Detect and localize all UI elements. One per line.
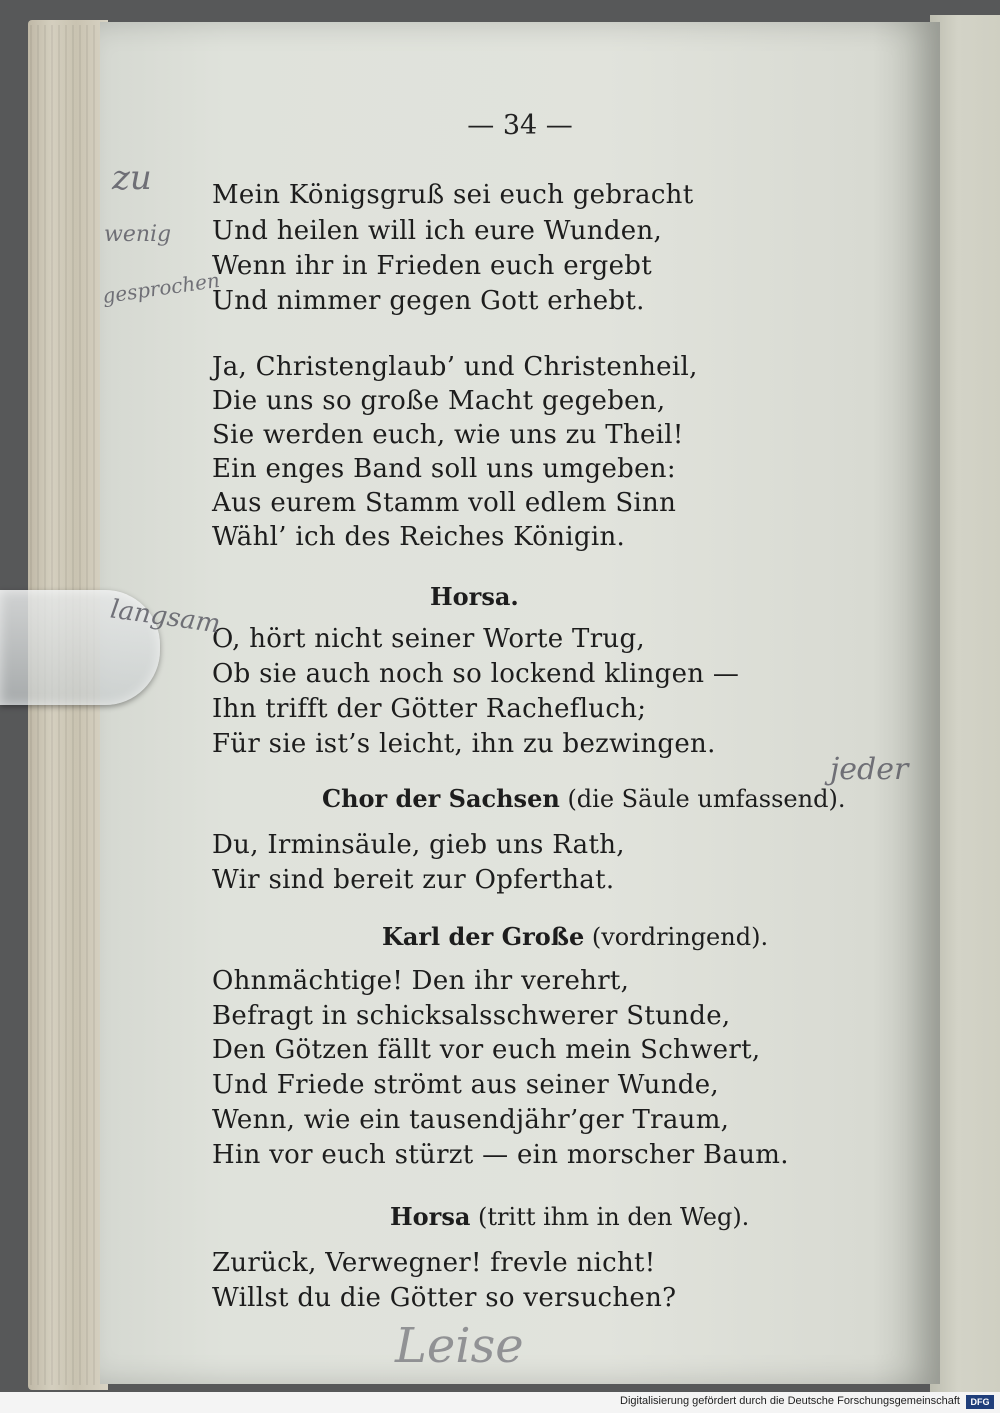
page-number: — 34 — [467,110,573,141]
book-page [100,22,940,1384]
verse-line: Aus eurem Stamm voll edlem Sinn [212,488,677,518]
verse-line: Den Götzen fällt vor euch mein Schwert, [212,1035,761,1065]
verse-line: Und Friede strömt aus seiner Wunde, [212,1070,719,1100]
handwritten-annotation: gesprochen [100,267,222,309]
verse-line: Zurück, Verwegner! frevle nicht! [212,1248,656,1278]
page-edge-stripes [30,25,100,1385]
speaker-heading: Horsa. [430,582,519,611]
verse-line: Sie werden euch, wie uns zu Theil! [212,420,684,450]
verse-line: Ja, Christenglaub’ und Christenheil, [212,352,698,382]
verse-line: Wähl’ ich des Reiches Königin. [212,522,626,552]
verse-line: Für sie ist’s leicht, ihn zu bezwingen. [212,729,716,759]
speaker-heading: Horsa (tritt ihm in den Weg). [390,1202,750,1231]
handwritten-annotation: Leise [395,1318,524,1374]
speaker-heading: Chor der Sachsen (die Säule umfassend). [322,784,846,813]
verse-line: Ob sie auch noch so lockend klingen — [212,659,740,689]
verse-line: Hin vor euch stürzt — ein morscher Baum. [212,1140,789,1170]
handwritten-annotation: zu [112,158,152,198]
verse-line: Willst du die Götter so versuchen? [212,1283,677,1313]
handwritten-annotation: wenig [104,222,172,247]
verse-line: Mein Königsgruß sei euch gebracht [212,180,694,210]
verse-line: Wenn, wie ein tausendjähr’ger Traum, [212,1105,730,1135]
handwritten-annotation: langsam [108,594,223,640]
verse-line: Ihn trifft der Götter Rachefluch; [212,694,647,724]
verse-line: Wenn ihr in Frieden euch ergebt [212,251,652,281]
verse-line: Du, Irminsäule, gieb uns Rath, [212,830,625,860]
facing-page-edge [930,15,1000,1395]
verse-line: O, hört nicht seiner Worte Trug, [212,624,645,654]
verse-line: Befragt in schicksalsschwerer Stunde, [212,1001,731,1031]
verse-line: Und nimmer gegen Gott erhebt. [212,286,645,316]
verse-line: Die uns so große Macht gegeben, [212,386,666,416]
verse-line: Wir sind bereit zur Opferthat. [212,865,615,895]
dfg-logo: DFG [966,1395,994,1409]
verse-line: Und heilen will ich eure Wunden, [212,216,663,246]
footer-credit: Digitalisierung gefördert durch die Deutsche Forschungsgemeinschaft [620,1395,960,1407]
verse-line: Ein enges Band soll uns umgeben: [212,454,676,484]
footer-bar [0,1392,1000,1413]
speaker-heading: Karl der Große (vordringend). [382,922,769,951]
verse-line: Ohnmächtige! Den ihr verehrt, [212,966,630,996]
handwritten-annotation: jeder [830,752,909,787]
